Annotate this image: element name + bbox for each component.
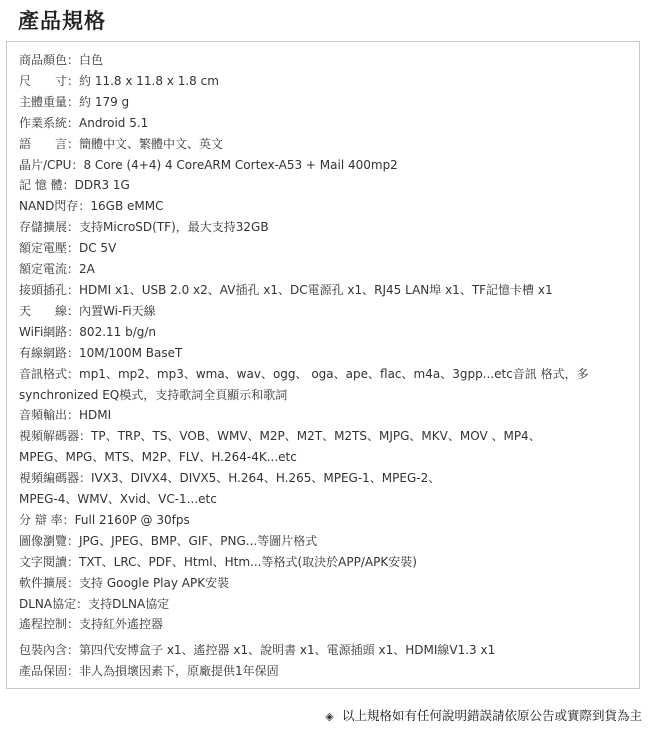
spec-item-audio-output: 音頻輸出：HDMI bbox=[19, 408, 112, 423]
spec-item-package-contents: 包裝內含：第四代安博盒子 x1、遙控器 x1、說明書 x1、電源插頭 x1、HDMI線V1.3 x1 bbox=[19, 643, 496, 658]
spec-item-rated-voltage: 額定電壓：DC 5V bbox=[19, 241, 117, 256]
spec-item-ports: 接頭插孔：HDMI x1、USB 2.0 x2、AV插孔 x1、DC電源孔 x1、RJ45 LAN埠 x1、TF記憶卡槽 x1 bbox=[19, 282, 553, 297]
spec-panel bbox=[6, 41, 640, 689]
spec-item-audio-formats: 音訊格式：mp1、mp2、mp3、wma、wav、ogg、 oga、ape、flac、m4a、3gpp...etc音訊 格式，多 bbox=[19, 366, 589, 381]
spec-item-remote-control: 遙程控制：支持紅外遙控器 bbox=[19, 617, 164, 632]
page-title: 產品規格 bbox=[18, 9, 106, 33]
spec-item-weight: 主體重量：約 179 g bbox=[19, 94, 130, 109]
spec-item-storage-expansion: 存儲擴展：支持MicroSD(TF)，最大支持32GB bbox=[19, 220, 269, 235]
spec-item-image-browsing: 圖像瀏覽：JPG、JPEG、BMP、GIF、PNG...等圖片格式 bbox=[19, 533, 318, 548]
spec-item-warranty: 產品保固：非人為損壞因素下，原廠提供1年保固 bbox=[19, 664, 279, 679]
bullet-icon: ◈ bbox=[325, 710, 334, 723]
spec-item-wired-network: 有線網路：10M/100M BaseT bbox=[19, 345, 183, 360]
spec-item-rated-current: 額定電流：2A bbox=[19, 262, 95, 277]
spec-item-os: 作業系統：Android 5.1 bbox=[19, 115, 149, 130]
spec-item-video-encoder-cont: MPEG-4、WMV、Xvid、VC-1...etc bbox=[19, 492, 217, 507]
spec-item-dlna: DLNA協定：支持DLNA協定 bbox=[19, 596, 170, 611]
spec-item-antenna: 天 線：內置Wi-Fi天線 bbox=[19, 303, 156, 318]
spec-item-color: 商品顏色：白色 bbox=[19, 53, 104, 67]
spec-item-software-expansion: 軟件擴展：支持 Google Play APK安裝 bbox=[19, 575, 230, 590]
spec-item-audio-formats-cont: synchronized EQ模式，支持歌詞全頁顯示和歌詞 bbox=[19, 387, 288, 402]
spec-item-nand: NAND閃存：16GB eMMC bbox=[19, 199, 164, 214]
footer-disclaimer-text: 以上規格如有任何說明錯誤請依原公告或實際到貨為主 bbox=[341, 708, 642, 723]
footer-disclaimer bbox=[323, 706, 642, 727]
spec-item-text-reading: 文字閱讀：TXT、LRC、PDF、Html、Htm...等格式(取決於APP/APK安裝) bbox=[19, 554, 417, 569]
spec-item-video-decoder: 視頻解碼器：TP、TRP、TS、VOB、WMV、M2P、M2T、M2TS、MJPG、MKV、MOV 、MP4、 bbox=[19, 429, 541, 444]
spec-item-video-decoder-cont: MPEG、MPG、MTS、M2P、FLV、H.264-4K...etc bbox=[19, 450, 297, 465]
spec-list bbox=[19, 50, 619, 682]
spec-item-video-encoder: 視頻編碼器：IVX3、DIVX4、DIVX5、H.264、H.265、MPEG-1、MPEG-2、 bbox=[19, 471, 441, 486]
spec-item-cpu: 晶片/CPU：8 Core (4+4) 4 CoreARM Cortex-A53 + Mail 400mp2 bbox=[19, 157, 398, 172]
spec-item-memory: 記 憶 體：DDR3 1G bbox=[19, 178, 130, 193]
spec-item-wifi: WiFi網路：802.11 b/g/n bbox=[19, 324, 157, 339]
spec-item-language: 語 言：簡體中文、繁體中文、英文 bbox=[19, 136, 224, 151]
spec-item-size: 尺 寸：約 11.8 x 11.8 x 1.8 cm bbox=[19, 73, 219, 88]
spec-item-resolution: 分 辯 率：Full 2160P @ 30fps bbox=[19, 512, 190, 527]
